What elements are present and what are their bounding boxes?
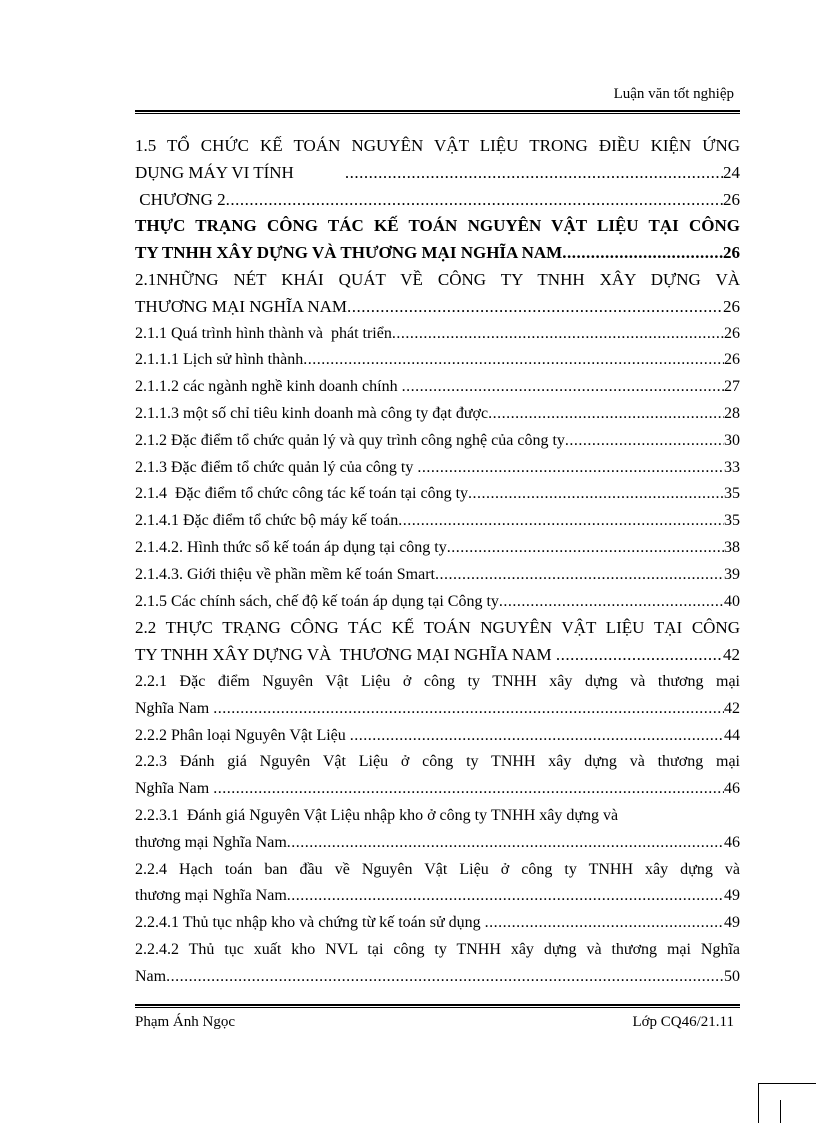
toc-entry-text: 2.1.2 Đặc điểm tổ chức quản lý và quy trình công nghệ của công ty xyxy=(135,431,565,449)
toc-entry-text: 2.1NHỮNG NÉT KHÁI QUÁT VỀ CÔNG TY TNHH XÂY DỰNG VÀ xyxy=(135,269,740,289)
table-of-contents xyxy=(135,133,740,991)
crop-mark xyxy=(758,1083,759,1123)
footer-author: Phạm Ánh Ngọc xyxy=(135,1014,235,1030)
crop-mark xyxy=(780,1100,781,1123)
toc-leader-dots xyxy=(398,508,724,535)
toc-entry xyxy=(135,696,740,723)
toc-entry-text: thương mại Nghĩa Nam xyxy=(135,833,287,851)
toc-entry xyxy=(135,562,740,589)
toc-entry-text: DỤNG MÁY VI TÍNH xyxy=(135,162,345,182)
toc-leader-dots xyxy=(488,401,724,428)
toc-entry-text: 2.1.3 Đặc điểm tổ chức quản lý của công ty xyxy=(135,458,418,476)
toc-entry-text: 2.1.4 Đặc điểm tổ chức công tác kế toán tại công ty xyxy=(135,485,469,503)
toc-page-number: 35 xyxy=(724,512,740,530)
toc-entry xyxy=(135,428,740,455)
toc-leader-dots xyxy=(287,830,724,857)
toc-entry-text: Nghĩa Nam xyxy=(135,699,214,717)
toc-page-number: 30 xyxy=(724,431,740,449)
toc-leader-dots xyxy=(392,321,724,348)
toc-leader-dots xyxy=(345,160,723,187)
toc-entry-text: Nam xyxy=(135,967,167,985)
toc-entry-text: 2.2.2 Phân loại Nguyên Vật Liệu xyxy=(135,726,350,744)
toc-entry-text: TY TNHH XÂY DỰNG VÀ THƯƠNG MẠI NGHĨA NAM xyxy=(135,243,563,263)
footer-rule-thin xyxy=(135,1007,740,1008)
toc-entry-text: TY TNHH XÂY DỰNG VÀ THƯƠNG MẠI NGHĨA NAM xyxy=(135,645,556,665)
toc-leader-dots xyxy=(499,589,724,616)
toc-entry xyxy=(135,857,740,884)
toc-leader-dots xyxy=(213,776,724,803)
toc-leader-dots xyxy=(417,455,724,482)
toc-page-number: 40 xyxy=(724,592,740,610)
toc-entry xyxy=(135,749,740,776)
toc-page-number: 46 xyxy=(724,833,740,851)
toc-page-number: 28 xyxy=(724,404,740,422)
toc-entry-text: THỰC TRẠNG CÔNG TÁC KẾ TOÁN NGUYÊN VẬT LIỆU TẠI CÔNG xyxy=(135,216,740,236)
toc-entry-text: 2.1.4.3. Giới thiệu về phần mềm kế toán Smart xyxy=(135,565,435,583)
toc-page-number: 26 xyxy=(723,296,740,316)
toc-entry xyxy=(135,240,740,267)
toc-entry-text: 2.1.1.1 Lịch sử hình thành xyxy=(135,351,304,369)
toc-page-number: 35 xyxy=(724,485,740,503)
toc-leader-dots xyxy=(402,374,724,401)
toc-leader-dots xyxy=(303,347,724,374)
toc-entry-text: 2.2.1 Đặc điểm Nguyên Vật Liệu ở công ty TNHH xây dựng và thương mại xyxy=(135,672,740,690)
toc-entry xyxy=(135,910,740,937)
toc-entry xyxy=(135,508,740,535)
toc-entry xyxy=(135,723,740,750)
toc-entry xyxy=(135,535,740,562)
crop-mark xyxy=(758,1083,816,1084)
toc-page-number: 27 xyxy=(724,378,740,396)
toc-entry xyxy=(135,669,740,696)
toc-page-number: 42 xyxy=(724,699,740,717)
toc-page-number: 33 xyxy=(724,458,740,476)
toc-page-number: 26 xyxy=(723,189,740,209)
toc-page-number: 24 xyxy=(723,162,740,182)
toc-entry xyxy=(135,615,740,642)
toc-page-number: 44 xyxy=(724,726,740,744)
toc-entry-text: 2.2.4.2 Thủ tục xuất kho NVL tại công ty TNHH xây dựng và thương mại Nghĩa xyxy=(135,940,740,958)
footer-class: Lớp CQ46/21.11 xyxy=(632,1014,734,1030)
toc-leader-dots xyxy=(447,535,724,562)
toc-page-number: 39 xyxy=(724,565,740,583)
toc-entry xyxy=(135,642,740,669)
toc-leader-dots xyxy=(468,481,724,508)
toc-entry xyxy=(135,160,740,187)
toc-entry xyxy=(135,589,740,616)
header-rule xyxy=(135,110,740,112)
toc-entry xyxy=(135,883,740,910)
toc-entry-text: 1.5 TỔ CHỨC KẾ TOÁN NGUYÊN VẬT LIỆU TRONG ĐIỀU KIỆN ỨNG xyxy=(135,136,740,155)
toc-entry-text: 2.1.5 Các chính sách, chế độ kế toán áp dụng tại Công ty xyxy=(135,592,499,610)
toc-page-number: 38 xyxy=(724,538,740,556)
toc-entry xyxy=(135,347,740,374)
toc-page-number: 26 xyxy=(724,351,740,369)
toc-entry-text: Nghĩa Nam xyxy=(135,780,214,798)
toc-entry xyxy=(135,481,740,508)
toc-entry xyxy=(135,401,740,428)
toc-leader-dots xyxy=(226,187,723,214)
toc-entry xyxy=(135,133,740,160)
header-rule-thin xyxy=(135,113,740,114)
toc-entry-text: 2.1.1.2 các ngành nghề kinh doanh chính xyxy=(135,378,402,396)
header-title: Luận văn tốt nghiệp xyxy=(613,86,734,102)
toc-entry xyxy=(135,294,740,321)
toc-entry xyxy=(135,213,740,240)
toc-entry-text: thương mại Nghĩa Nam xyxy=(135,887,287,905)
toc-leader-dots xyxy=(556,642,723,669)
toc-page-number: 50 xyxy=(724,967,740,985)
toc-entry-text: 2.1.1.3 một số chỉ tiêu kinh doanh mà công ty đạt được xyxy=(135,404,489,422)
toc-entry xyxy=(135,964,740,991)
toc-page-number: 46 xyxy=(724,780,740,798)
toc-page-number: 49 xyxy=(724,887,740,905)
toc-entry xyxy=(135,937,740,964)
toc-entry-text: 2.2.4.1 Thủ tục nhập kho và chứng từ kế toán sử dụng xyxy=(135,914,485,932)
toc-entry-text: 2.2 THỰC TRẠNG CÔNG TÁC KẾ TOÁN NGUYÊN VẬT LIỆU TẠI CÔNG xyxy=(135,618,740,638)
toc-entry-text: THƯƠNG MẠI NGHĨA NAM xyxy=(135,296,347,316)
toc-leader-dots xyxy=(213,696,724,723)
toc-entry xyxy=(135,374,740,401)
toc-leader-dots xyxy=(347,294,723,321)
toc-entry xyxy=(135,321,740,348)
toc-page-number: 49 xyxy=(724,914,740,932)
toc-leader-dots xyxy=(350,723,724,750)
toc-entry-text: 2.1.1 Quá trình hình thành và phát triển xyxy=(135,324,392,342)
toc-page-number: 26 xyxy=(724,324,740,342)
toc-leader-dots xyxy=(562,240,723,267)
toc-entry xyxy=(135,267,740,294)
toc-entry xyxy=(135,830,740,857)
toc-leader-dots xyxy=(166,964,724,991)
toc-entry-text: 2.1.4.1 Đặc điểm tổ chức bộ máy kế toán xyxy=(135,512,399,530)
toc-entry xyxy=(135,187,740,214)
toc-entry-text: 2.2.4 Hạch toán ban đầu về Nguyên Vật Liệu ở công ty TNHH xây dựng và xyxy=(135,860,740,878)
toc-entry xyxy=(135,776,740,803)
toc-leader-dots xyxy=(287,883,724,910)
toc-leader-dots xyxy=(435,562,724,589)
toc-entry-text: 2.1.4.2. Hình thức sổ kế toán áp dụng tại công ty xyxy=(135,538,447,556)
toc-entry xyxy=(135,803,740,830)
footer-rule xyxy=(135,1004,740,1006)
toc-entry-text: 2.2.3 Đánh giá Nguyên Vật Liệu ở công ty TNHH xây dựng và thương mại xyxy=(135,753,740,771)
toc-leader-dots xyxy=(565,428,724,455)
toc-page-number: 42 xyxy=(723,645,740,665)
toc-entry xyxy=(135,455,740,482)
toc-entry-text: CHƯƠNG 2 xyxy=(135,189,226,209)
toc-entry-text: 2.2.3.1 Đánh giá Nguyên Vật Liệu nhập kho ở công ty TNHH xây dựng và xyxy=(135,806,619,824)
toc-leader-dots xyxy=(485,910,724,937)
toc-page-number: 26 xyxy=(723,243,740,263)
